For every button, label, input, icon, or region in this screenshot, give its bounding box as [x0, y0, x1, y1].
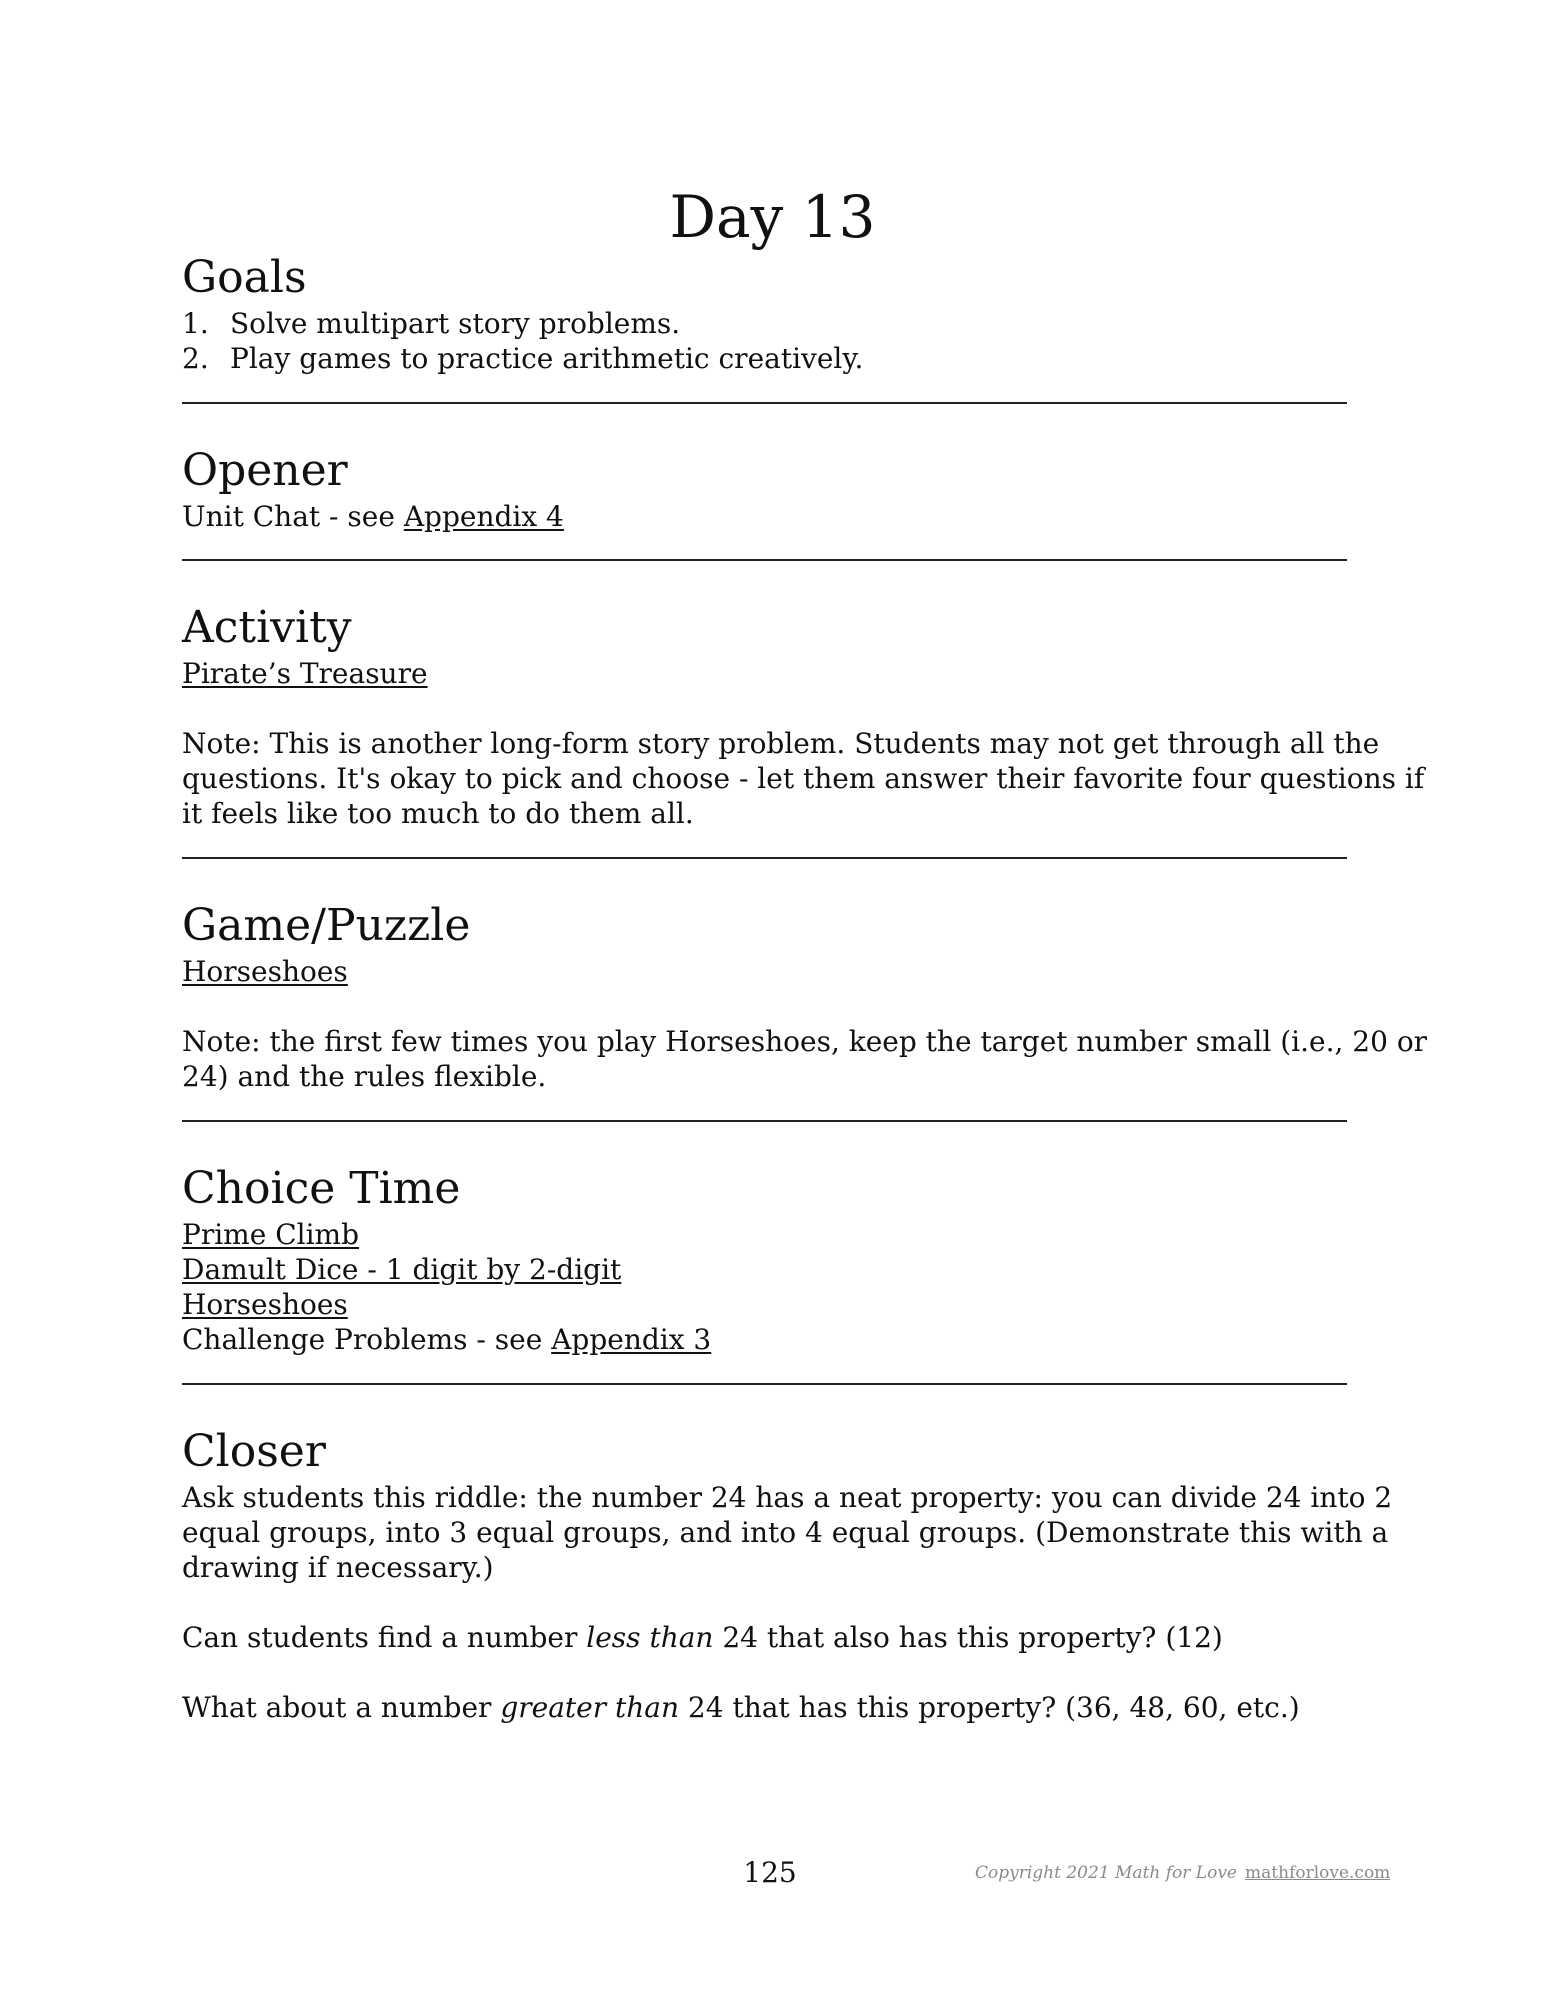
copyright-notice [975, 1862, 1390, 1884]
question-emphasis: less than [586, 1621, 714, 1654]
section-divider [182, 402, 1347, 404]
question-text: 24 that also has this property? (12) [713, 1621, 1223, 1654]
closer-riddle-line: drawing if necessary.) [182, 1551, 494, 1584]
closer-riddle-line: equal groups, into 3 equal groups, and into 4 equal groups. (Demonstrate this with a [182, 1516, 1389, 1549]
activity-note-line: it feels like too much to do them all. [182, 797, 694, 830]
section-divider [182, 1120, 1347, 1122]
goal-text: Play games to practice arithmetic creatively. [230, 342, 864, 375]
question-text: Can students find a number [182, 1621, 587, 1654]
choice-time-heading: Choice Time [182, 1163, 461, 1214]
goal-number: 1. [182, 307, 209, 340]
copyright-text: Copyright 2021 Math for Love [975, 1863, 1237, 1883]
closer-question-less [182, 1620, 1347, 1655]
horseshoes-link[interactable]: Horseshoes [182, 955, 348, 988]
activity-heading: Activity [182, 602, 352, 653]
page-number: 125 [743, 1856, 797, 1889]
activity-note-line: questions. It's okay to pick and choose - let them answer their favorite four questions if [182, 762, 1425, 795]
appendix-4-link[interactable]: Appendix 4 [403, 500, 564, 533]
horseshoes-choice-link[interactable]: Horseshoes [182, 1288, 348, 1321]
section-divider [182, 559, 1347, 561]
game-note-line: 24) and the rules flexible. [182, 1060, 547, 1093]
page-title: Day 13 [669, 183, 876, 251]
section-divider [182, 857, 1347, 859]
goals-heading: Goals [182, 252, 307, 303]
challenge-problems-text [182, 1322, 1347, 1357]
closer-section [182, 1424, 1393, 1725]
goal-number: 2. [182, 342, 209, 375]
opener-section [182, 443, 1347, 534]
opener-text [182, 499, 1347, 534]
goals-section [182, 250, 1347, 376]
choice-time-section [182, 1161, 1347, 1357]
pirates-treasure-link[interactable]: Pirate’s Treasure [182, 657, 428, 690]
opener-heading: Opener [182, 445, 348, 496]
appendix-3-link[interactable]: Appendix 3 [551, 1323, 712, 1356]
challenge-prefix: Challenge Problems - see [182, 1323, 552, 1356]
site-link[interactable]: mathforlove.com [1245, 1863, 1391, 1883]
damult-dice-link[interactable]: Damult Dice - 1 digit by 2-digit [182, 1253, 622, 1286]
game-note-line: Note: the first few times you play Horseshoes, keep the target number small (i.e., 20 or [182, 1025, 1428, 1058]
question-text: 24 that has this property? (36, 48, 60, etc.) [679, 1691, 1300, 1724]
goal-item [182, 341, 1347, 376]
game-puzzle-heading: Game/Puzzle [182, 900, 471, 951]
opener-prefix: Unit Chat - see [182, 500, 404, 533]
closer-heading: Closer [182, 1426, 326, 1477]
game-puzzle-section [182, 898, 1428, 1094]
closer-riddle-line: Ask students this riddle: the number 24 has a neat property: you can divide 24 into 2 [182, 1481, 1393, 1514]
closer-question-greater [182, 1690, 1347, 1725]
goal-item [182, 306, 1347, 341]
prime-climb-link[interactable]: Prime Climb [182, 1218, 360, 1251]
question-text: What about a number [182, 1691, 501, 1724]
goal-text: Solve multipart story problems. [230, 307, 681, 340]
question-emphasis: greater than [500, 1691, 680, 1724]
activity-note-line: Note: This is another long-form story problem. Students may not get through all the [182, 727, 1380, 760]
activity-section [182, 600, 1425, 831]
section-divider [182, 1383, 1347, 1385]
